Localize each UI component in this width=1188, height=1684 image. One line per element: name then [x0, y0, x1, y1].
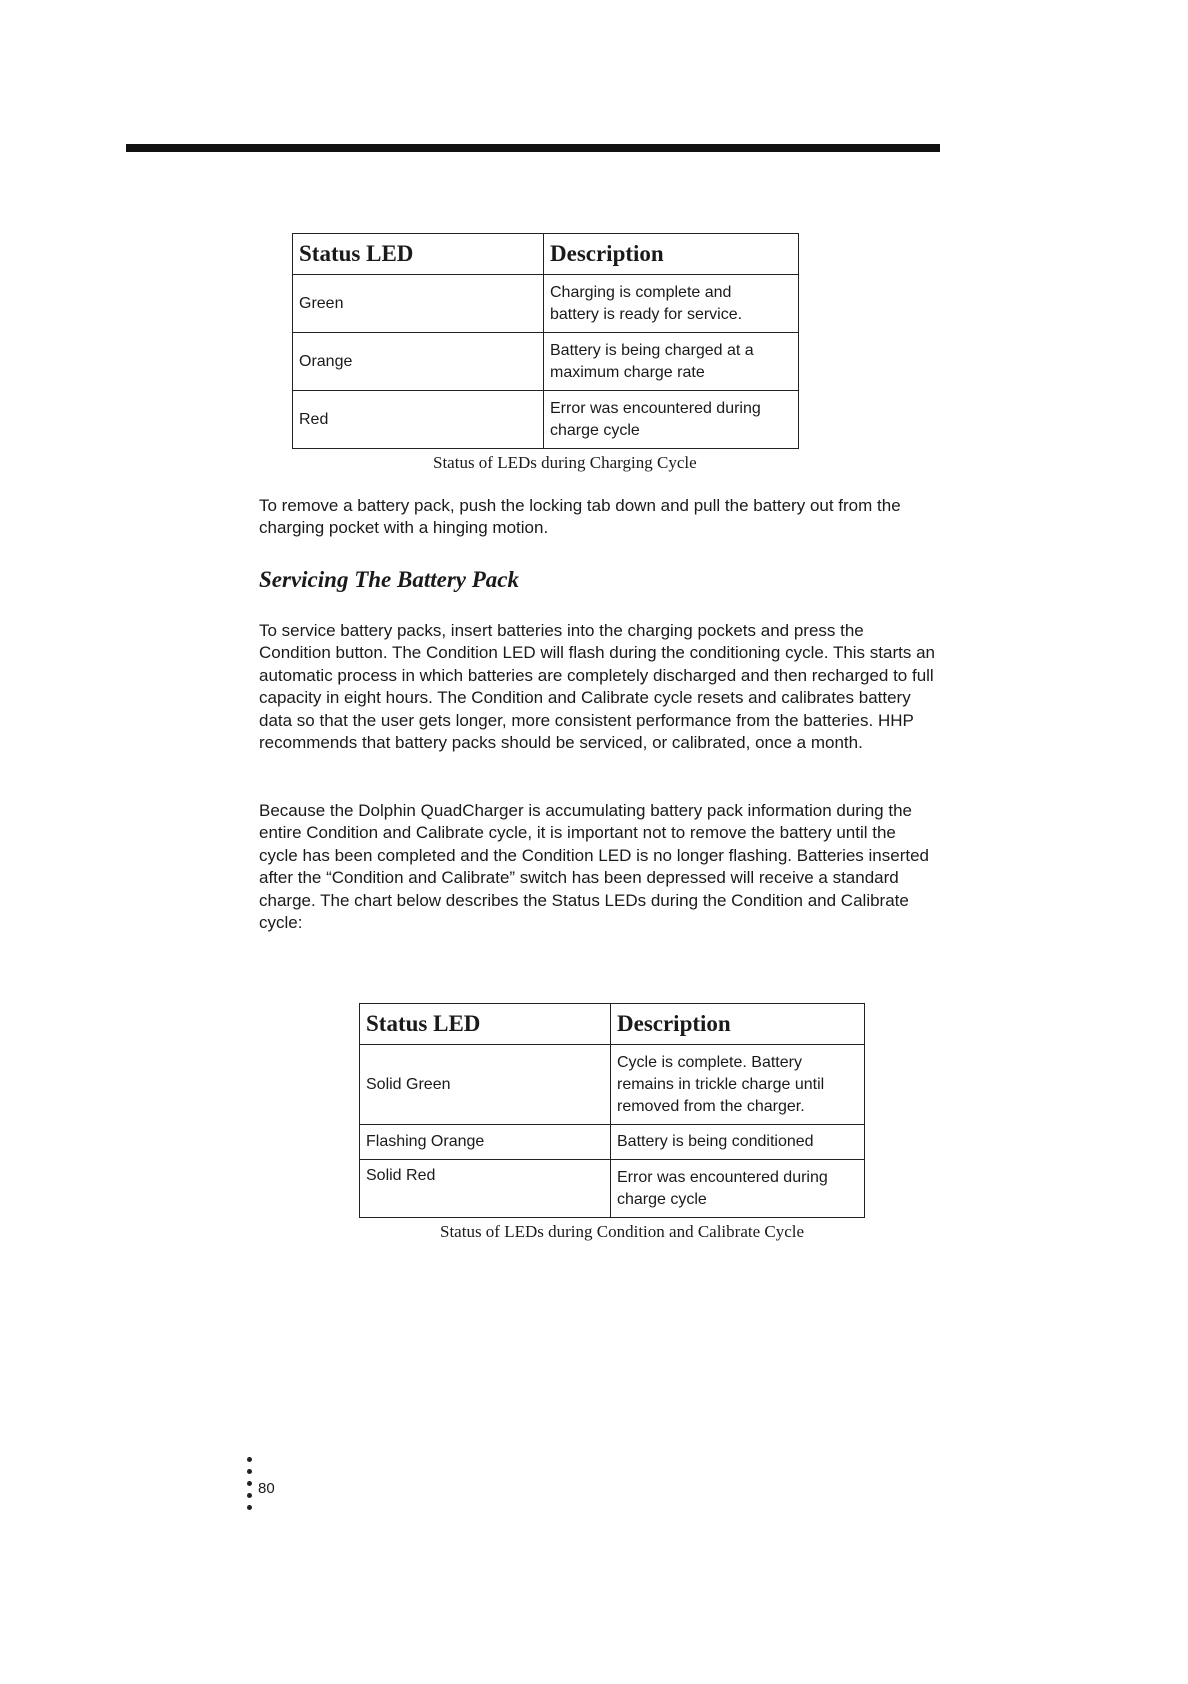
page-number: 80 — [258, 1480, 275, 1497]
condition-status-table — [359, 1003, 865, 1218]
column-header-status-led: Status LED — [360, 1004, 611, 1045]
column-header-description: Description — [544, 234, 799, 275]
table-header-row — [293, 234, 799, 275]
table-caption: Status of LEDs during Charging Cycle — [433, 453, 697, 472]
column-header-status-led: Status LED — [293, 234, 544, 275]
table-row — [293, 391, 799, 449]
table-header-row — [360, 1004, 865, 1045]
led-cell: Green — [293, 275, 544, 333]
description-cell: Charging is complete and battery is ready for service. — [544, 275, 799, 333]
dot — [247, 1493, 252, 1498]
table-row — [360, 1125, 865, 1160]
table-row — [293, 333, 799, 391]
page-marker-dots — [247, 1457, 253, 1517]
led-cell: Flashing Orange — [360, 1125, 611, 1160]
led-cell: Solid Red — [360, 1160, 611, 1218]
remove-battery-paragraph: To remove a battery pack, push the locking tab down and pull the battery out from the charging pocket with a hinging motion. — [259, 496, 901, 538]
led-cell: Solid Green — [360, 1045, 611, 1125]
table-caption: Status of LEDs during Condition and Calibrate Cycle — [440, 1222, 805, 1241]
dot — [247, 1457, 252, 1462]
dot — [247, 1505, 252, 1510]
servicing-paragraph: To service battery packs, insert batteries into the charging pockets and press the Condition button. The Condition LED will flash during the conditioning cycle. This starts an automatic process in which batteries are completely discharged and then recharged to full capacity in eight hours. The Condition and Calibrate cycle resets and calibrates battery data so that the user gets longer, more consistent performance from the batteries. HHP recommends that battery packs should be serviced, or calibrated, once a month. — [259, 621, 935, 753]
dot — [247, 1469, 252, 1474]
description-cell: Battery is being conditioned — [611, 1125, 865, 1160]
description-cell: Cycle is complete. Battery remains in trickle charge until removed from the charger. — [611, 1045, 865, 1125]
charging-status-table — [292, 233, 799, 449]
header-rule — [126, 144, 940, 152]
condition-calibrate-paragraph: Because the Dolphin QuadCharger is accumulating battery pack information during the entire Condition and Calibrate cycle, it is important not to remove the battery until the cycle has been completed and the Condition LED is no longer flashing. Batteries inserted after the “Condition and Calibrate” switch has been depressed will receive a standard charge. The chart below describes the Status LEDs during the Condition and Calibrate cycle: — [259, 801, 930, 933]
led-cell: Orange — [293, 333, 544, 391]
description-cell: Battery is being charged at a maximum charge rate — [544, 333, 799, 391]
table-row — [360, 1045, 865, 1125]
description-cell: Error was encountered during charge cycle — [544, 391, 799, 449]
table-row — [360, 1160, 865, 1218]
table-row — [293, 275, 799, 333]
column-header-description: Description — [611, 1004, 865, 1045]
description-cell: Error was encountered during charge cycle — [611, 1160, 865, 1218]
led-cell: Red — [293, 391, 544, 449]
section-heading: Servicing The Battery Pack — [259, 567, 519, 592]
dot — [247, 1481, 252, 1486]
